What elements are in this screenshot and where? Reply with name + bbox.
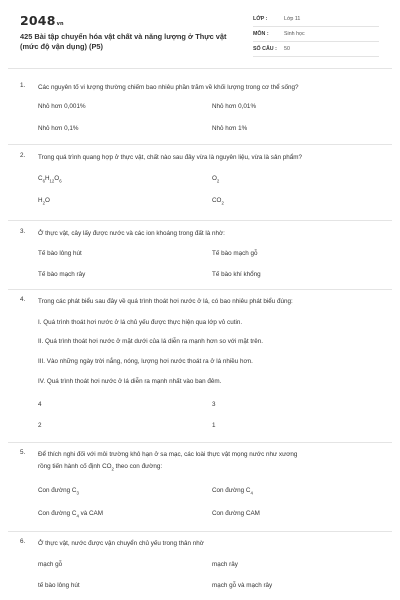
- answer-option-d[interactable]: [212, 510, 260, 518]
- meta-grade-value: Lớp 11: [284, 16, 301, 22]
- question-number: 6.: [20, 538, 26, 545]
- divider: [8, 289, 392, 290]
- meta-grade-label: LỚP :: [253, 16, 268, 22]
- divider: [8, 531, 392, 532]
- statement-4: IV. Quá trình thoát hơi nước ở lá diễn ra mạnh nhất vào ban đêm.: [38, 378, 222, 385]
- option-text: Con đường C: [38, 510, 77, 517]
- question-text-line: theo con đường:: [113, 463, 163, 470]
- answer-option-b[interactable]: mạch rây: [212, 561, 238, 568]
- answer-option-a[interactable]: Tế bào lông hút: [38, 250, 82, 257]
- formula-part: O: [44, 197, 50, 204]
- formula-subscript: 2: [111, 466, 114, 472]
- meta-grade-row: [253, 12, 379, 27]
- logo-text: 2048: [20, 13, 56, 28]
- answer-option-b[interactable]: [212, 487, 253, 495]
- option-text: Con đường CAM: [212, 510, 260, 517]
- formula-part: O: [54, 175, 60, 182]
- option-text: Con đường C: [212, 487, 251, 494]
- divider: [8, 68, 392, 69]
- document-meta: [253, 12, 379, 57]
- option-text: và CAM: [78, 510, 103, 517]
- meta-count-label: SỐ CÂU :: [253, 46, 277, 52]
- answer-option-c[interactable]: [38, 197, 50, 205]
- answer-option-d[interactable]: Tế bào khí khổng: [212, 271, 261, 278]
- question-text: Trong quá trình quang hợp ở thực vật, chất nào sau đây vừa là nguyên liệu, vừa là sản phẩm?: [38, 154, 302, 161]
- answer-option-a[interactable]: [38, 487, 79, 495]
- site-logo[interactable]: [20, 13, 64, 28]
- question-text: Các nguyên tố vi lượng thường chiếm bao nhiêu phần trăm về khối lượng trong cơ thể sống?: [38, 84, 299, 91]
- answer-option-c[interactable]: 2: [38, 422, 42, 429]
- formula-subscript: 4: [250, 490, 253, 496]
- meta-count-value: 50: [284, 46, 290, 52]
- answer-option-c[interactable]: tế bào lông hút: [38, 582, 80, 589]
- meta-count-row: [253, 42, 379, 57]
- meta-subject-label: MÔN :: [253, 31, 269, 37]
- divider: [8, 144, 392, 145]
- option-text: Con đường C: [38, 487, 77, 494]
- answer-option-a[interactable]: Nhỏ hơn 0,001%: [38, 103, 86, 110]
- formula-part: C: [38, 175, 43, 182]
- divider: [8, 442, 392, 443]
- answer-option-d[interactable]: [212, 197, 224, 205]
- question-text: Ở thực vật, nước được vận chuyển chủ yếu trong thân nhờ: [38, 540, 204, 547]
- formula-subscript: 2: [221, 200, 224, 206]
- meta-subject-value: Sinh học: [284, 31, 305, 37]
- question-text: Ở thực vật, cây lấy được nước và các ion khoáng trong đất là nhờ:: [38, 230, 225, 237]
- formula-part: H: [38, 197, 43, 204]
- answer-option-a[interactable]: 4: [38, 401, 42, 408]
- formula-subscript: 3: [76, 490, 79, 496]
- formula-subscript: 12: [49, 178, 55, 184]
- document-title: 425 Bài tập chuyển hóa vật chất và năng lượng ở Thực vật (mức độ vận dụng) (P5): [20, 32, 227, 51]
- answer-option-c[interactable]: Nhỏ hơn 0,1%: [38, 125, 79, 132]
- formula-subscript: 4: [76, 513, 79, 519]
- answer-option-b[interactable]: 3: [212, 401, 216, 408]
- formula-part: O: [212, 175, 217, 182]
- question-text-line: Để thích nghi đối với môi trường khô hạn ở sa mạc, các loài thực vật mọng nước như xương: [38, 451, 298, 458]
- question-number: 4.: [20, 296, 26, 303]
- formula-subscript: 2: [216, 178, 220, 184]
- question-text: Trong các phát biểu sau đây về quá trình thoát hơi nước ở lá, có bao nhiêu phát biểu đúng:: [38, 298, 293, 305]
- divider: [8, 220, 392, 221]
- formula-subscript: 2: [42, 200, 45, 206]
- question-text: [38, 449, 378, 475]
- question-text-line: rồng tiến hành cố định CO: [38, 463, 112, 470]
- statement-3: III. Vào những ngày trời nắng, nóng, lượng hơi nước thoát ra ở lá nhiều hơn.: [38, 358, 253, 365]
- answer-option-b[interactable]: Nhỏ hơn 0,01%: [212, 103, 257, 110]
- formula-subscript: 6: [42, 178, 45, 184]
- statement-2: II. Quá trình thoát hơi nước ở mặt dưới của lá diễn ra mạnh hơn so với mặt trên.: [38, 338, 264, 345]
- question-number: 3.: [20, 228, 26, 235]
- meta-subject-row: [253, 27, 379, 42]
- answer-option-d[interactable]: mạch gỗ và mạch rây: [212, 582, 273, 589]
- answer-option-a[interactable]: [38, 175, 62, 183]
- question-number: 5.: [20, 449, 26, 456]
- answer-option-c[interactable]: Tế bào mạch rây: [38, 271, 86, 278]
- answer-option-d[interactable]: 1: [212, 422, 216, 429]
- formula-part: H: [44, 175, 50, 182]
- logo-suffix: vn: [56, 21, 64, 27]
- answer-option-b[interactable]: Tế bào mạch gỗ: [212, 250, 258, 257]
- answer-option-a[interactable]: mạch gỗ: [38, 561, 63, 568]
- question-number: 2.: [20, 152, 26, 159]
- page-header: [0, 0, 400, 68]
- question-number: 1.: [20, 82, 26, 89]
- answer-option-b[interactable]: [212, 175, 219, 183]
- formula-part: CO: [212, 197, 222, 204]
- formula-subscript: 6: [59, 178, 62, 184]
- answer-option-d[interactable]: Nhỏ hơn 1%: [212, 125, 248, 132]
- statement-1: I. Quá trình thoát hơi nước ở lá chủ yếu được thực hiện qua lớp vỏ cutin.: [38, 319, 243, 326]
- answer-option-c[interactable]: [38, 510, 103, 518]
